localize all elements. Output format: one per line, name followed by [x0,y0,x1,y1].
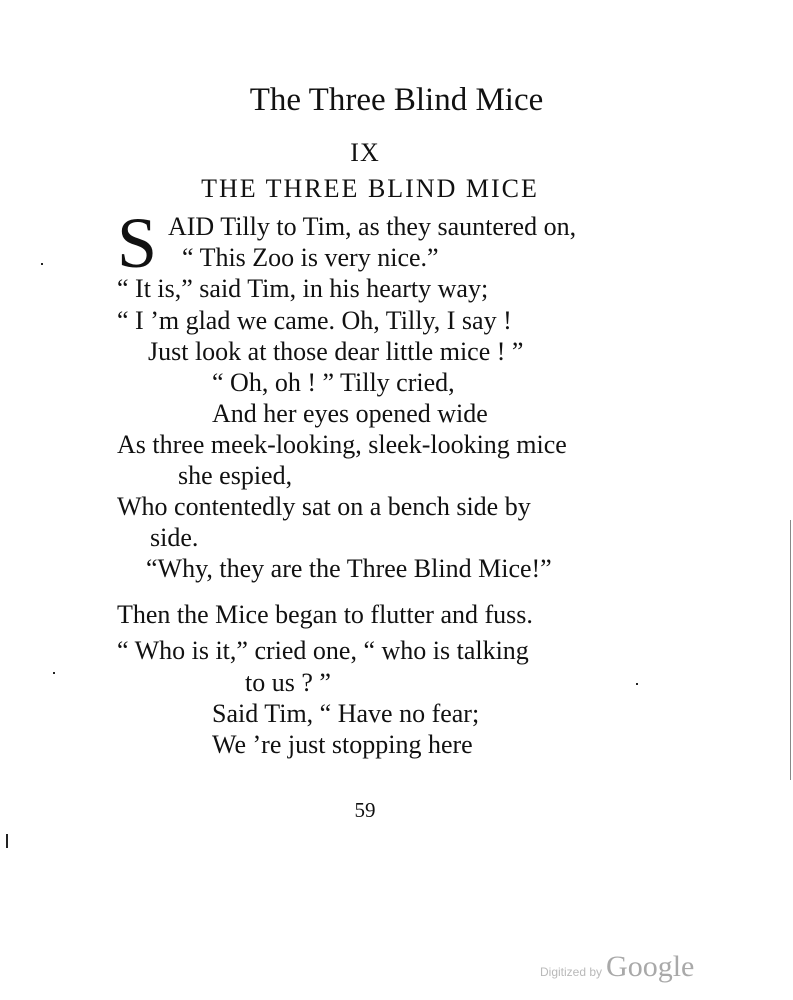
poem-line: she espied, [178,461,293,490]
poem-line: “ Who is it,” cried one, “ who is talking [117,636,529,665]
poem-line: Said Tim, “ Have no fear; [212,699,480,728]
chapter-title: THE THREE BLIND MICE [201,174,539,203]
poem-line: Who contentedly sat on a bench side by [117,492,531,521]
poem-line: “ It is,” said Tim, in his hearty way; [117,274,489,303]
poem-line: We ’re just stopping here [212,730,473,759]
chapter-number: IX [350,138,380,167]
scan-speck [636,683,638,685]
poem-line: side. [150,523,199,552]
scan-edge-line [790,520,791,780]
poem-line: “ This Zoo is very nice.” [182,243,439,272]
scan-speck [6,834,8,848]
poem-line: And her eyes opened wide [212,399,488,428]
poem-line: As three meek-looking, sleek-looking mice [117,430,567,459]
google-logo: Google [606,950,695,983]
scan-speck [41,263,43,265]
poem-line: to us ? ” [245,668,331,697]
poem-line: “Why, they are the Three Blind Mice!” [146,554,552,583]
digitized-watermark [540,950,694,984]
poem-line: “ I ’m glad we came. Oh, Tilly, I say ! [117,306,512,335]
poem-line: Just look at those dear little mice ! ” [148,337,524,366]
running-head: The Three Blind Mice [249,82,544,118]
poem-line: AID Tilly to Tim, as they sauntered on, [168,212,577,241]
poem-line: Then the Mice began to flutter and fuss. [117,600,533,629]
drop-cap: S [117,203,158,283]
poem-line: “ Oh, oh ! ” Tilly cried, [212,368,455,397]
page-number: 59 [354,798,376,822]
scan-speck [53,672,55,674]
watermark-prefix: Digitized by [540,965,603,979]
